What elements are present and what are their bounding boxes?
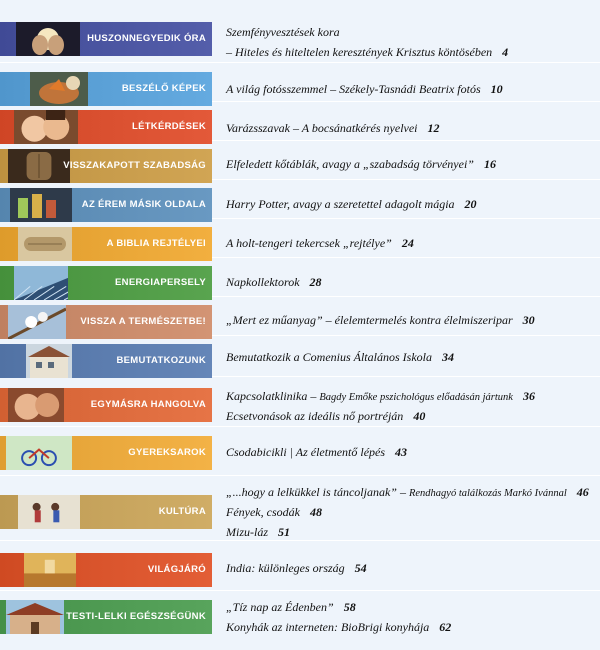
entry-list-letkerdesek [226,118,598,138]
toc-entry[interactable] [226,42,598,62]
entry-title: India: különleges ország [226,561,345,575]
eden-house-photo-icon [6,600,64,634]
page-number: 24 [401,236,414,250]
toc-entry[interactable] [226,502,598,522]
toc-entry[interactable] [226,233,598,253]
page-number: 12 [427,121,440,135]
entry-list-testi-lelki-egeszsegunk [226,597,598,637]
entry-list-kultura [226,482,598,542]
entry-list-egymasra-hangolva [226,386,598,426]
entry-title: Varázsszavak – A bocsánatkérés nyelvei [226,121,418,135]
category-banner-bemutatkozunk[interactable] [0,344,212,378]
stone-tablet-photo-icon [8,149,70,183]
category-banner-beszelo-kepek[interactable] [0,72,212,106]
toc-entry[interactable] [226,442,598,462]
page-number: 43 [395,445,408,459]
toc-entry[interactable] [226,154,598,174]
page-number: 54 [354,561,367,575]
toc-entry[interactable] [226,522,598,542]
dancers-photo-icon [18,495,80,529]
entry-title: „Mert ez műanyag” – élelemtermelés kontra élelmiszeripar [226,313,513,327]
category-label: VISSZA A TERMÉSZETBE! [80,316,206,327]
section-divider [0,475,600,476]
category-label: AZ ÉREM MÁSIK OLDALA [81,199,206,210]
page-number: 58 [343,600,356,614]
category-label: A BIBLIA REJTÉLYEI [106,238,206,249]
entry-title: Fények, csodák [226,505,300,519]
entry-list-a-biblia-rejtelyei [226,233,598,253]
children-faces-photo-icon [14,110,78,144]
section-divider [0,426,600,427]
entry-title: „Tíz nap az Édenben” [226,600,334,614]
page-number: 20 [464,197,477,211]
toc-entry[interactable] [226,118,598,138]
entry-list-az-erem-masik-oldala [226,194,598,214]
category-label: LÉTKÉRDÉSEK [131,121,206,132]
page-number: 34 [441,350,454,364]
entry-list-gyereksarok [226,442,598,462]
entry-list-visszakapott-szabadsag [226,154,598,174]
entry-title: – Hiteles és hiteltelen keresztények Krisztus köntösében [226,45,493,59]
school-building-photo-icon [26,344,72,378]
toc-entry[interactable] [226,310,598,330]
page-number: 51 [278,525,290,539]
category-label: TESTI-LELKI EGÉSZSÉGÜNK [66,611,206,622]
category-label: BESZÉLŐ KÉPEK [121,83,206,94]
mandarin-duck-photo-icon [30,72,88,106]
category-label: VILÁGJÁRÓ [147,564,206,575]
entry-title: A holt-tengeri tekercsek „rejtélye” [226,236,392,250]
toc-entry[interactable] [226,22,598,42]
toc-entry[interactable] [226,347,598,367]
page-number: 28 [309,275,322,289]
entry-title: Elfeledett kőtáblák, avagy a „szabadság törvényei” [226,157,474,171]
entry-list-bemutatkozunk [226,347,598,367]
entry-list-huszonnegyedik-ora [226,22,598,62]
category-label: BEMUTATKOZUNK [116,355,206,366]
toc-entry[interactable] [226,79,598,99]
category-banner-huszonnegyedik-ora[interactable] [0,22,212,56]
toc-entry[interactable] [226,558,598,578]
category-label: ENERGIAPERSELY [115,277,206,288]
toc-entry[interactable] [226,406,598,426]
page-number: 48 [309,505,322,519]
entry-title: Szemfényvesztések kora [226,25,340,39]
category-banner-az-erem-masik-oldala[interactable] [0,188,212,222]
couple-photo-icon [8,388,64,422]
entry-title: Mizu-láz [226,525,268,539]
page-number: 36 [522,389,535,403]
category-banner-letkerdesek[interactable] [0,110,212,144]
section-divider [0,590,600,591]
toc-entry[interactable] [226,597,598,617]
category-banner-testi-lelki-egeszsegunk[interactable] [0,600,212,634]
entry-list-beszelo-kepek [226,79,598,99]
entry-title: A világ fotósszemmel – Székely-Tasnádi Beatrix fotós [226,82,481,96]
section-divider [0,62,600,63]
entry-title: Harry Potter, avagy a szeretettel adagolt mágia [226,197,455,211]
entry-list-energiapersely [226,272,598,292]
category-label: KULTÚRA [158,506,206,517]
entry-subtitle: Bagdy Emőke pszichológus előadásán jártunk [319,392,513,403]
scrolls-photo-icon [18,227,72,261]
solar-collector-photo-icon [14,266,68,300]
category-banner-kultura[interactable] [0,495,212,529]
toc-entry[interactable] [226,194,598,214]
entry-title: Kapcsolatklinika – [226,389,320,403]
hands-light-photo-icon [16,22,80,56]
toc-entry[interactable] [226,386,598,406]
category-banner-a-biblia-rejtelyei[interactable] [0,227,212,261]
toc-entry[interactable] [226,482,598,502]
page-number: 40 [413,409,426,423]
category-label: GYEREKSAROK [128,447,206,458]
category-label: EGYMÁSRA HANGOLVA [90,399,206,410]
page-number: 62 [439,620,452,634]
category-banner-vissza-a-termeszetbe[interactable] [0,305,212,339]
category-banner-visszakapott-szabadsag[interactable] [0,149,212,183]
page-number: 16 [483,157,496,171]
category-label: VISSZAKAPOTT SZABADSÁG [63,160,206,171]
category-banner-energiapersely[interactable] [0,266,212,300]
potion-bottles-photo-icon [10,188,72,222]
entry-title: „...hogy a lelkükkel is táncoljanak” – [226,485,409,499]
india-landscape-photo-icon [24,553,76,587]
page-number: 46 [576,485,589,499]
category-label: HUSZONNEGYEDIK ÓRA [87,33,206,44]
entry-title: Napkollektorok [226,275,300,289]
toc-entry[interactable] [226,272,598,292]
category-banner-gyereksarok[interactable] [0,436,212,470]
entry-list-vissza-a-termeszetbe [226,310,598,330]
toc-entry[interactable] [226,617,598,637]
page-number: 30 [522,313,535,327]
page-number: 4 [502,45,509,59]
category-banner-egymasra-hangolva[interactable] [0,388,212,422]
category-banner-vilagjaro[interactable] [0,553,212,587]
entry-title: Csodabicikli | Az életmentő lépés [226,445,386,459]
entry-title: Ecsetvonások az ideális nő portréján [226,409,404,423]
bicycle-drawing-icon [6,436,72,470]
entry-title: Konyhák az interneten: BioBrigi konyhája [226,620,430,634]
entry-title: Bemutatkozik a Comenius Általános Iskola [226,350,432,364]
entry-subtitle: Rendhagyó találkozás Markó Ivánnal [408,488,567,499]
flower-branch-photo-icon [8,305,66,339]
page-number: 10 [490,82,503,96]
entry-list-vilagjaro [226,558,598,578]
